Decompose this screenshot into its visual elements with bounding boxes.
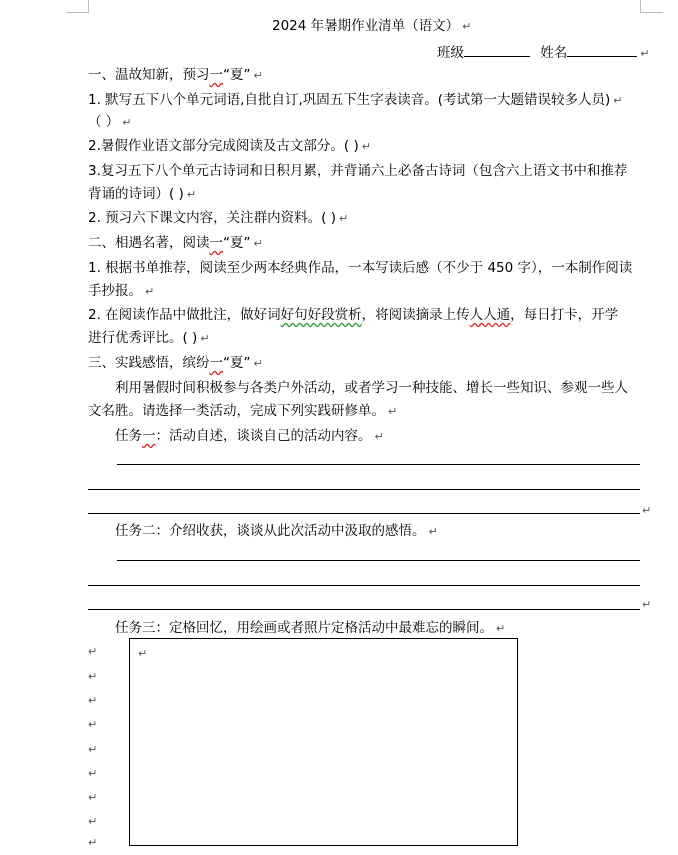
- paragraph-mark: ↵: [253, 357, 263, 370]
- paragraph-mark: ↵: [613, 94, 623, 107]
- paragraph-mark: ↵: [88, 670, 98, 683]
- section2-item1-line1: [88, 259, 632, 277]
- crop-mark-top-left: [66, 0, 89, 13]
- paragraph-mark: ↵: [388, 405, 398, 418]
- photo-frame[interactable]: [129, 638, 518, 846]
- paragraph-mark: ↵: [138, 647, 148, 660]
- task-text: 一: [142, 428, 156, 444]
- section1-item3-line2: [88, 185, 196, 204]
- crop-mark-top-right: [640, 0, 663, 13]
- section1-item4: [88, 209, 348, 228]
- section1-heading: [88, 66, 263, 85]
- name-blank[interactable]: [567, 42, 637, 57]
- task2-writing-line[interactable]: [88, 585, 640, 586]
- paragraph-mark: ↵: [361, 140, 371, 153]
- heading-text: 一: [209, 235, 223, 251]
- section3-heading: [88, 354, 263, 373]
- item-text: 1. 根据书单推荐，阅读至少两本经典作品，一本写读后感（不少于 450 字），一本制作阅读: [88, 260, 633, 276]
- paragraph-mark: ↵: [374, 430, 384, 443]
- section2-item1-line2: [88, 282, 154, 301]
- paragraph-mark: ↵: [88, 718, 98, 731]
- heading-text: “夏”: [223, 355, 251, 371]
- intro-text: 利用暑假时间积极参与各类户外活动，或者学习一种技能、增长一些知识、参观一些人: [115, 380, 628, 396]
- paragraph-mark: ↵: [88, 815, 98, 828]
- paragraph-mark: ↵: [88, 743, 98, 756]
- paragraph-mark: ↵: [88, 694, 98, 707]
- intro-text: 文名胜。请选择一类活动，完成下列实践研修单。: [88, 403, 385, 419]
- paragraph-mark: ↵: [640, 47, 650, 60]
- item-text: 2.暑假作业语文部分完成阅读及古文部分。( ): [88, 138, 359, 154]
- task1-writing-line[interactable]: [88, 513, 640, 514]
- paragraph-mark: ↵: [88, 836, 98, 849]
- paragraph-mark: ↵: [642, 504, 652, 517]
- paragraph-mark: ↵: [88, 791, 98, 804]
- class-name-line: [437, 42, 650, 63]
- item-text: 3.复习五下八个单元古诗词和日积月累，并背诵六上必备古诗词（包含六上语文书中和推荐: [88, 163, 628, 179]
- heading-text: 三、实践感悟，缤纷: [88, 355, 210, 371]
- heading-text: 二、相遇名著，阅读: [88, 235, 210, 251]
- paragraph-mark: ↵: [642, 598, 652, 611]
- paragraph-mark: ↵: [253, 237, 263, 250]
- document-title: [272, 17, 471, 36]
- task1-writing-line[interactable]: [88, 489, 640, 490]
- task-text: 任务: [115, 428, 142, 444]
- heading-text: “夏”: [223, 235, 251, 251]
- section3-intro-line2: [88, 402, 397, 421]
- section1-item3-line1: [88, 162, 627, 180]
- item-text: 手抄报。: [88, 283, 142, 299]
- section1-item2: [88, 137, 371, 156]
- paragraph-mark: ↵: [88, 767, 98, 780]
- item-text: 好句好段赏析: [280, 307, 362, 323]
- task-text: ：活动自述，谈谈自己的活动内容。: [155, 428, 372, 444]
- task2-writing-line[interactable]: [117, 560, 640, 561]
- paragraph-mark: ↵: [253, 69, 263, 82]
- paragraph-mark: ↵: [200, 332, 210, 345]
- item-text: 进行优秀评比。( ): [88, 330, 198, 346]
- paragraph-mark: ↵: [428, 525, 438, 538]
- name-label: 姓名: [540, 45, 568, 61]
- section3-intro-line1: [115, 379, 628, 397]
- heading-text: 一: [209, 355, 223, 371]
- section2-item2-line2: [88, 329, 210, 348]
- section2-item2-line1: [88, 306, 618, 324]
- paragraph-mark: ↵: [145, 285, 155, 298]
- task2-heading: [115, 522, 438, 541]
- section1-item1-line2: [88, 113, 132, 132]
- item-text: 背诵的诗词）( ): [88, 186, 184, 202]
- paragraph-mark: ↵: [462, 20, 472, 33]
- task1-writing-line[interactable]: [117, 464, 640, 465]
- paragraph-mark: ↵: [496, 622, 506, 635]
- check-blank[interactable]: （ ）: [88, 114, 120, 130]
- paragraph-mark: ↵: [186, 188, 197, 201]
- class-label: 班级: [437, 45, 464, 61]
- heading-text: 一: [209, 67, 223, 83]
- heading-text: “夏”: [223, 67, 251, 83]
- task-text: 任务二：介绍收获，谈谈从此次活动中汲取的感悟。: [115, 523, 426, 539]
- task2-writing-line[interactable]: [88, 609, 640, 610]
- paragraph-mark: ↵: [122, 116, 132, 129]
- item-text: 2. 在阅读作品中做批注，做好词: [88, 307, 281, 323]
- item-text: 人人通: [469, 307, 511, 323]
- item-text: 1. 默写五下八个单元词语,自批自订,巩固五下生字表读音。(考试第一大题错误较多人员): [88, 92, 611, 108]
- task1-heading: [115, 427, 384, 446]
- heading-text: 一、温故知新，预习: [88, 67, 210, 83]
- task3-heading: [115, 619, 505, 638]
- item-text: ，将阅读摘录上传: [361, 307, 470, 323]
- paragraph-mark: ↵: [88, 645, 98, 658]
- item-text: 2. 预习六下课文内容，关注群内资料。( ): [88, 210, 336, 226]
- item-text: ，每日打卡，开学: [510, 307, 619, 323]
- title-text: 2024 年暑期作业清单（语文）: [272, 18, 460, 34]
- task-text: 任务三：定格回忆，用绘画或者照片定格活动中最难忘的瞬间。: [115, 620, 493, 636]
- paragraph-mark: ↵: [339, 212, 349, 225]
- section1-item1-line1: [88, 91, 623, 110]
- class-blank[interactable]: [464, 42, 530, 57]
- section2-heading: [88, 234, 263, 253]
